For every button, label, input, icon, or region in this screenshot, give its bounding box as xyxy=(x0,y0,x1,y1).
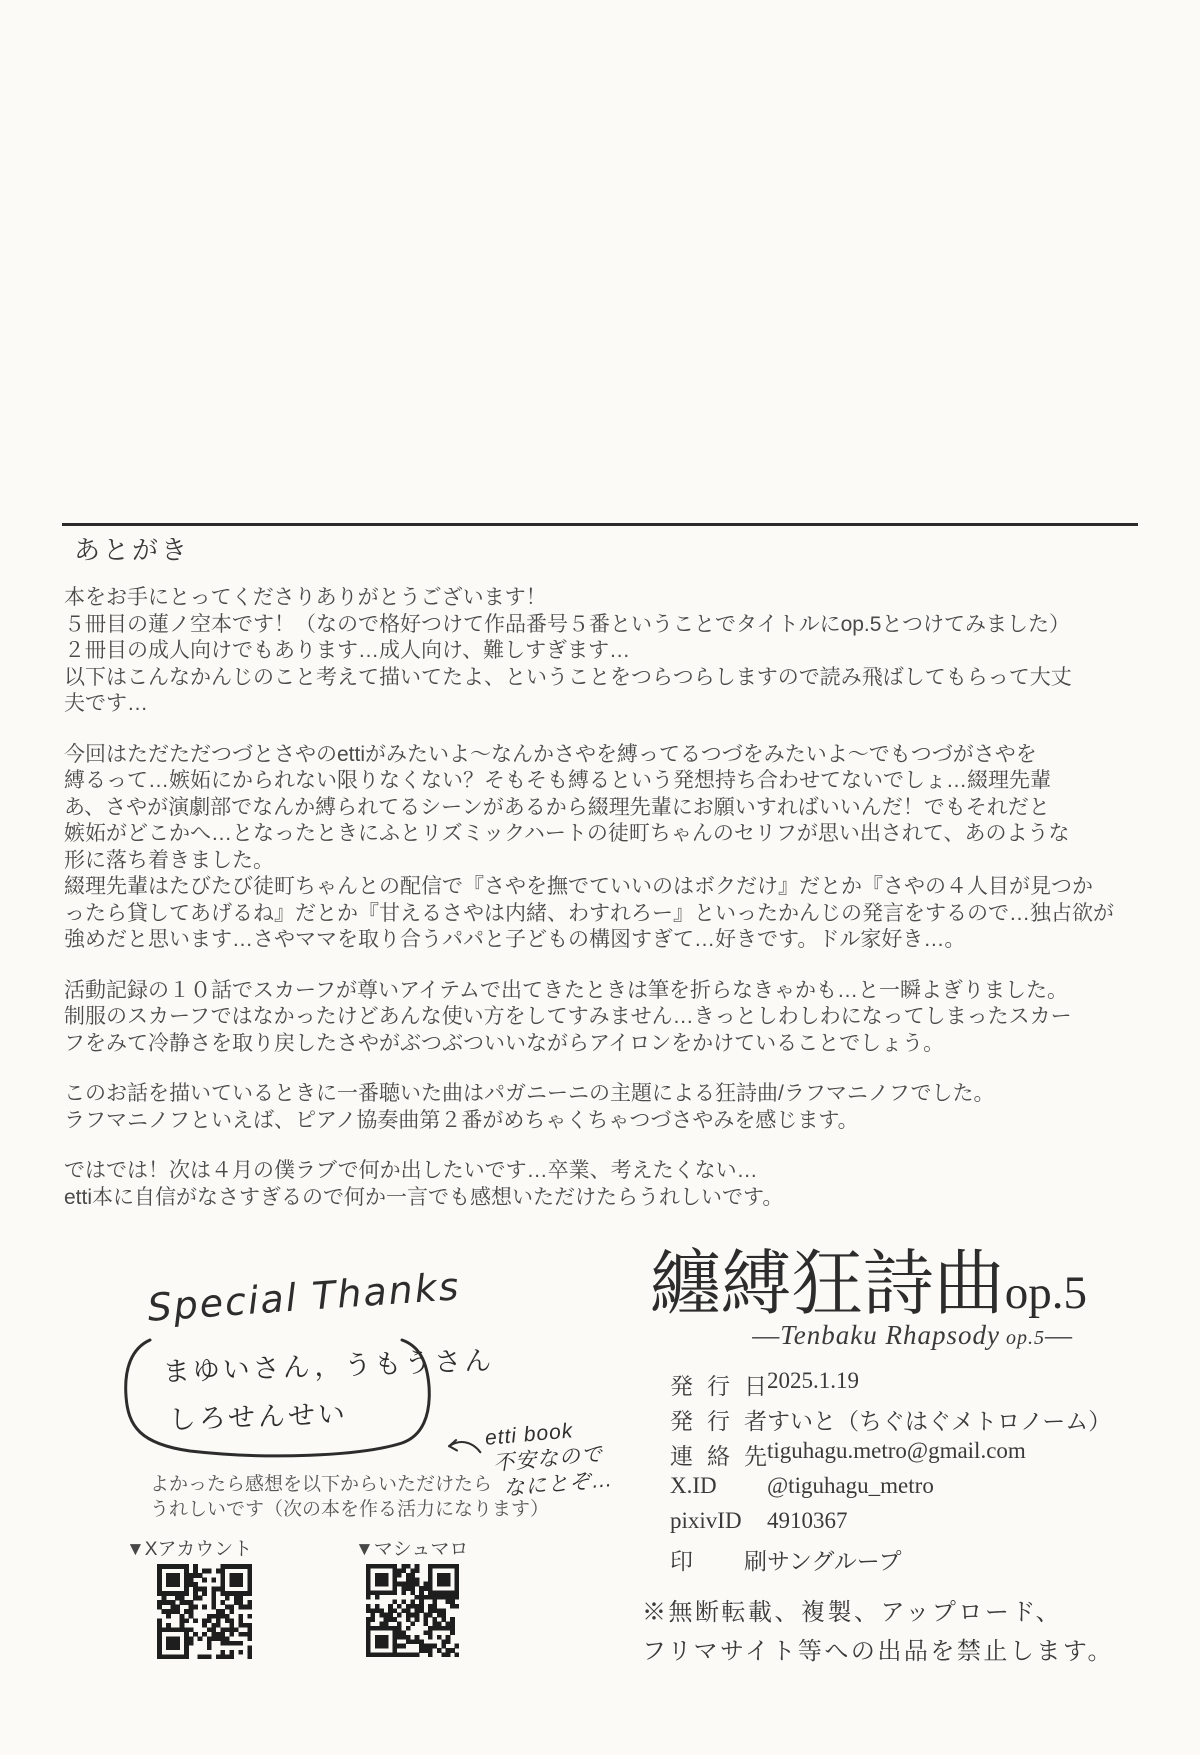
afterword-paragraph xyxy=(64,1158,1174,1211)
colophon-value: 4910367 xyxy=(767,1508,848,1533)
afterword-paragraph xyxy=(64,585,1174,718)
colophon-value: すいと（ちぐはぐメトロノーム） xyxy=(767,1409,1112,1434)
colophon-value: 2025.1.19 xyxy=(767,1368,859,1393)
text-line: 嫉妬がどこかへ…となったときにふとリズミックハートの徒町ちゃんのセリフが思い出されて、あのような xyxy=(64,822,1070,845)
colophon-value: @tiguhagu_metro xyxy=(767,1473,934,1498)
text-line: このお話を描いているときに一番聴いた曲はパガニーニの主題による狂詩曲/ラフマニノフでした。 xyxy=(64,1082,995,1105)
book-subtitle xyxy=(752,1320,1073,1351)
subtitle-dash: ― xyxy=(1045,1320,1073,1350)
feedback-request xyxy=(150,1472,549,1522)
qr-label-marshmallow: ▼マシュマロ xyxy=(355,1539,469,1560)
book-title-opus: op.5 xyxy=(1004,1267,1087,1319)
special-thanks-name: まゆいさん，うもうさん xyxy=(162,1345,495,1387)
text-line: 活動記録の１０話でスカーフが尊いアイテムで出てきたときは筆を折らなきゃかも…と一瞬よぎりました。 xyxy=(64,978,1069,1002)
colophon-entries xyxy=(670,1368,1130,1578)
afterword-paragraph xyxy=(64,978,1174,1058)
text-line: 縛るって…嫉妬にかられない限りなくない？そもそも縛るという発想持ち合わせてないでしょ…綴理先輩 xyxy=(64,769,1051,792)
text-line: 形に落ち着きました。 xyxy=(64,848,274,872)
text-line: うれしいです（次の本を作る活力になります） xyxy=(150,1499,550,1520)
text-line: フをみて冷静さを取り戻したさやがぶつぶついいながらアイロンをかけていることでしょう。 xyxy=(64,1031,945,1055)
text-line: ではでは！次は４月の僕ラブで何か出したいです…卒業、考えたくない… xyxy=(64,1159,758,1182)
colophon-label: 発 行 日 xyxy=(670,1374,767,1399)
text-line: 強めだと思います…さやママを取り合うパパと子どもの構図すぎて…好きです。ドル家好き…。 xyxy=(64,928,966,951)
text-line: ５冊目の蓮ノ空本です！（なので格好つけて作品番号５番ということでタイトルにop.5とつけてみました） xyxy=(64,612,1071,636)
text-line: 本をお手にとってくださりありがとうございます！ xyxy=(64,586,547,609)
qr-code-x-account xyxy=(157,1564,252,1659)
qr-label-x-account: ▼Xアカウント xyxy=(126,1539,253,1560)
divider-line xyxy=(62,523,1138,526)
text-line: フリマサイト等への出品を禁止します。 xyxy=(642,1639,1114,1665)
colophon-label: 連 絡 先 xyxy=(670,1444,767,1469)
subtitle-opus: op.5 xyxy=(1006,1327,1045,1349)
colophon-label: X.ID xyxy=(670,1473,717,1498)
colophon-row xyxy=(670,1368,1130,1403)
special-thanks-name: しろせんせい xyxy=(168,1398,349,1435)
colophon-label: 印 刷 xyxy=(670,1549,767,1574)
afterword-body xyxy=(64,585,1174,1235)
text-line: 今回はただただつづとさやのettiがみたいよ～なんかさやを縛ってるつづをみたいよ～でもつづがさやを xyxy=(64,742,1037,766)
colophon-row xyxy=(670,1438,1130,1473)
colophon-row xyxy=(670,1403,1130,1438)
book-title xyxy=(649,1246,1087,1324)
text-line: 不安なので xyxy=(492,1442,604,1476)
subtitle-text: Tenbaku Rhapsody xyxy=(780,1320,1000,1350)
text-line: 制服のスカーフではなかったけどあんな使い方をしてすみません…きっとしわしわになってしまったスカー xyxy=(64,1005,1072,1028)
text-line: あ、さやが演劇部でなんか縛られてるシーンがあるから綴理先輩にお願いすればいいんだ！でもそれだと xyxy=(64,795,1050,819)
text-line: ラフマニノフといえば、ピアノ協奏曲第２番がめちゃくちゃつづさやみを感じます。 xyxy=(64,1108,859,1132)
colophon-row xyxy=(670,1508,1130,1543)
copyright-notice xyxy=(642,1594,1114,1672)
colophon-row xyxy=(670,1473,1130,1508)
colophon-value: サングループ xyxy=(767,1549,902,1574)
text-line: 綴理先輩はたびたび徒町ちゃんとの配信で『さやを撫でていいのはボクだけ』だとか『さやの４人目が見つか xyxy=(64,875,1093,898)
text-line: etti本に自信がなさすぎるので何か一言でも感想いただけたらうれしいです。 xyxy=(64,1185,784,1209)
colophon-label: 発 行 者 xyxy=(670,1409,767,1434)
text-line: ※無断転載、複製、アップロード、 xyxy=(642,1600,1063,1626)
subtitle-dash: ― xyxy=(752,1320,781,1350)
afterword-paragraph xyxy=(64,1081,1174,1134)
colophon-value: tiguhagu.metro@gmail.com xyxy=(767,1438,1026,1463)
text-line: etti book xyxy=(484,1419,575,1450)
colophon-row xyxy=(670,1543,1130,1578)
text-line: 以下はこんなかんじのこと考えて描いてたよ、ということをつらつらしますので読み飛ばしてもらって大丈 xyxy=(64,665,1072,689)
afterword-paragraph xyxy=(64,742,1174,954)
text-line: なにとぞ… xyxy=(502,1467,615,1501)
text-line: よかったら感想を以下からいただけたら xyxy=(150,1474,493,1495)
text-line: 夫です… xyxy=(64,692,148,715)
colophon-label: pixivID xyxy=(670,1508,742,1533)
text-line: ったら貸してあげるね』だとか『甘えるさやは内緒、わすれろー』といったかんじの発言をするので…独占欲が xyxy=(64,901,1114,925)
qr-code-marshmallow xyxy=(366,1564,459,1657)
arrow-left-icon xyxy=(440,1434,486,1460)
text-line: ２冊目の成人向けでもあります…成人向け、難しすぎます… xyxy=(64,639,631,662)
special-thanks-title: Special Thanks xyxy=(146,1264,462,1330)
book-title-kanji: 纏縛狂詩曲 xyxy=(649,1246,1005,1324)
afterword-heading: あとがき xyxy=(74,535,191,565)
